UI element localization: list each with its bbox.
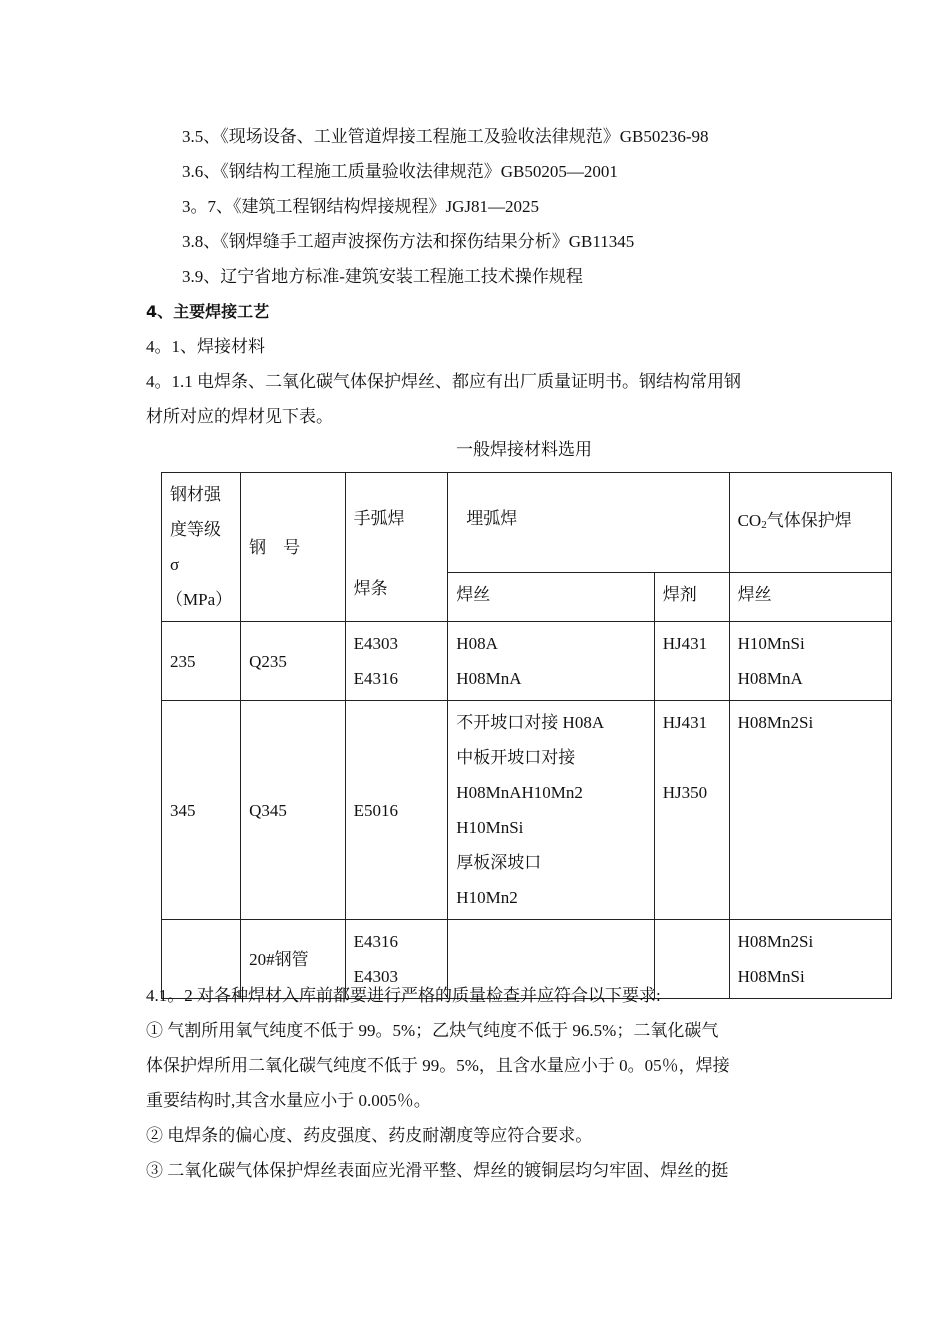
cell-line: H08MnA [456, 669, 522, 688]
cell-line: 不开坡口对接 H08A [456, 713, 605, 732]
reference-item: 3。7、《建筑工程钢结构焊接规程》JGJ81—2025 [182, 197, 540, 216]
cell-line: 中板开坡口对接 [456, 748, 576, 767]
header-steel: 钢 号 [241, 473, 346, 622]
table-row [162, 622, 892, 701]
paragraph-line: ② 电焊条的偏心度、药皮强度、药皮耐潮度等应符合要求。 [146, 1126, 593, 1145]
cell-line: HJ431 [662, 713, 708, 732]
cell-co2-wire [729, 701, 891, 920]
cell-grade: 235 [162, 622, 241, 701]
header-flux: 焊剂 [654, 573, 729, 622]
header-grade-line: σ [170, 555, 180, 574]
cell-line: H08MnAH10Mn2 [456, 783, 583, 802]
table-row [162, 701, 892, 920]
header-grade-line: 钢材强 [170, 485, 221, 504]
header-manual-line: 焊条 [353, 579, 388, 598]
header-co2-wire: 焊丝 [729, 573, 891, 622]
table-title: 一般焊接材料选用 [456, 440, 592, 459]
cell-line: H08Mn2Si [737, 713, 814, 732]
cell-line: H10MnSi [737, 634, 805, 653]
header-grade [162, 473, 241, 622]
header-manual-line [354, 536, 440, 571]
paragraph-line: ① 气割所用氧气纯度不低于 99。5%；乙炔气纯度不低于 96.5%；二氧化碳气 [146, 1021, 719, 1040]
header-co2-suffix: 气体保护焊 [766, 510, 852, 530]
cell-co2-wire [729, 920, 891, 999]
header-submerged-label: 埋弧焊 [466, 509, 518, 528]
paragraph-line: 4。1.1 电焊条、二氧化碳气体保护焊丝、都应有出厂质量证明书。钢结构常用钢 [146, 372, 741, 391]
cell-line: H08MnSi [737, 967, 805, 986]
cell-line: H08Mn2Si [737, 932, 814, 951]
reference-item: 3.5、《现场设备、工业管道焊接工程施工及验收法律规范》GB50236-98 [182, 127, 709, 146]
cell-line: HJ350 [662, 783, 708, 802]
header-grade-line: 度等级 [170, 520, 221, 539]
header-co2-sub: 2 [761, 518, 767, 531]
subsection-heading: 4。1、焊接材料 [146, 337, 265, 356]
cell-line: HJ431 [662, 634, 708, 653]
cell-line [663, 740, 721, 775]
header-manual [345, 473, 448, 622]
cell-electrode: E5016 [345, 701, 448, 920]
cell-line: E4316 [353, 669, 399, 688]
paragraph-line: 重要结构时,其含水量应小于 0.005％。 [146, 1091, 431, 1110]
paragraph-line: 材所对应的焊材见下表。 [146, 407, 333, 426]
cell-wire [448, 701, 654, 920]
header-wire: 焊丝 [448, 573, 654, 622]
cell-line: E4303 [353, 967, 399, 986]
cell-grade: 345 [162, 701, 241, 920]
reference-item: 3.8、《钢焊缝手工超声波探伤方法和探伤结果分析》GB11345 [182, 232, 635, 251]
welding-materials-table [161, 472, 892, 999]
cell-steel: Q345 [241, 701, 346, 920]
header-submerged [448, 473, 729, 573]
header-manual-line: 手弧焊 [353, 509, 405, 528]
reference-item: 3.6、《钢结构工程施工质量验收法律规范》GB50205—2001 [182, 162, 618, 181]
reference-item: 3.9、辽宁省地方标准-建筑安装工程施工技术操作规程 [182, 267, 583, 286]
cell-steel: Q235 [241, 622, 346, 701]
cell-line: H08A [456, 634, 498, 653]
cell-flux [654, 701, 729, 920]
paragraph-line: 体保护焊所用二氧化碳气纯度不低于 99。5%，且含水量应小于 0。05％，焊接 [146, 1056, 730, 1075]
cell-steel: 20#钢管 [241, 920, 346, 999]
cell-line: H10Mn2 [456, 888, 518, 907]
cell-electrode [345, 622, 448, 701]
section-heading: 4、主要焊接工艺 [146, 302, 270, 321]
paragraph-line: 4.1。2 对各种焊材入库前都要进行严格的质量检查并应符合以下要求: [146, 986, 661, 1005]
cell-co2-wire [729, 622, 891, 701]
cell-line: H10MnSi [456, 818, 524, 837]
paragraph-line: ③ 二氧化碳气体保护焊丝表面应光滑平整、焊丝的镀铜层均匀牢固、焊丝的挺 [146, 1161, 729, 1180]
cell-flux [654, 920, 729, 999]
cell-line: H08MnA [737, 669, 803, 688]
header-co2 [729, 473, 891, 573]
cell-flux [654, 622, 729, 701]
cell-line: E4303 [353, 634, 399, 653]
cell-line: 厚板深坡口 [456, 853, 542, 872]
cell-line: E4316 [353, 932, 399, 951]
cell-wire [448, 622, 654, 701]
header-co2-prefix: CO [737, 510, 762, 530]
header-grade-line: （MPa） [166, 590, 233, 609]
